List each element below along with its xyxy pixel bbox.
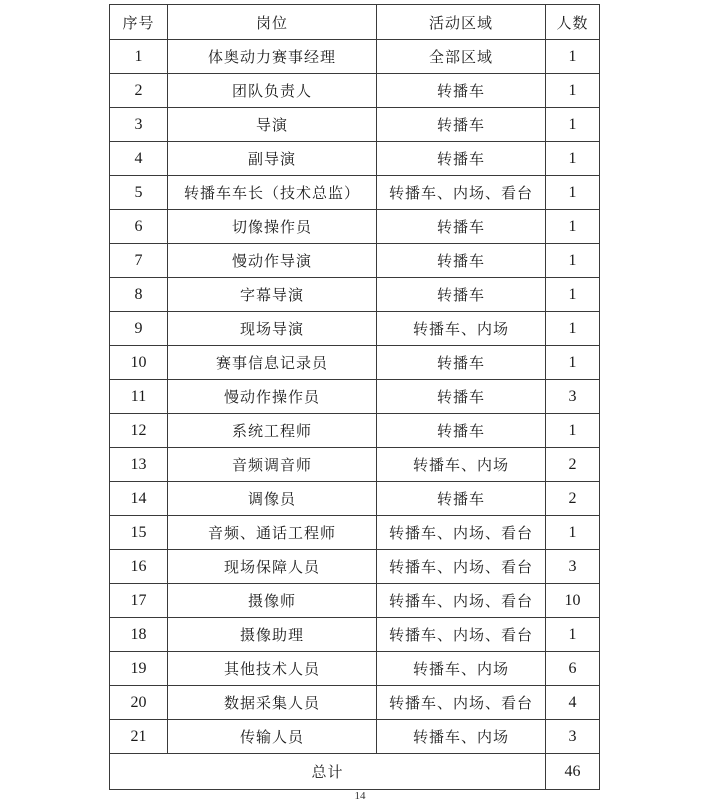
row-count-cell: 1 (546, 210, 600, 244)
row-no-cell: 6 (110, 210, 168, 244)
row-area-cell: 转播车、内场、看台 (377, 516, 546, 550)
table-row (110, 516, 600, 550)
staff-table (109, 4, 600, 790)
row-area-cell: 转播车、内场、看台 (377, 686, 546, 720)
row-position-cell: 转播车车长（技术总监） (168, 176, 377, 210)
table-row (110, 380, 600, 414)
row-no-cell: 1 (110, 40, 168, 74)
row-area-cell: 转播车 (377, 74, 546, 108)
row-no-cell: 7 (110, 244, 168, 278)
row-area-cell: 转播车、内场、看台 (377, 584, 546, 618)
page-number: 14 (354, 790, 366, 802)
row-position-cell: 音频调音师 (168, 448, 377, 482)
row-position-cell: 系统工程师 (168, 414, 377, 448)
row-count-cell: 1 (546, 176, 600, 210)
row-position-cell: 摄像助理 (168, 618, 377, 652)
row-count-cell: 1 (546, 516, 600, 550)
row-count-cell: 1 (546, 312, 600, 346)
table-row (110, 74, 600, 108)
row-area-cell: 转播车、内场 (377, 312, 546, 346)
row-position-cell: 传输人员 (168, 720, 377, 754)
row-count-cell: 10 (546, 584, 600, 618)
row-count-cell: 1 (546, 244, 600, 278)
row-area-cell: 转播车、内场 (377, 720, 546, 754)
table-row (110, 278, 600, 312)
row-area-cell: 转播车 (377, 380, 546, 414)
row-area-cell: 转播车、内场 (377, 652, 546, 686)
row-no-cell: 4 (110, 142, 168, 176)
row-no-cell: 15 (110, 516, 168, 550)
table-row (110, 312, 600, 346)
row-no-cell: 20 (110, 686, 168, 720)
row-no-cell: 10 (110, 346, 168, 380)
table-row (110, 346, 600, 380)
row-count-cell: 3 (546, 550, 600, 584)
row-position-cell: 慢动作导演 (168, 244, 377, 278)
row-count-cell: 1 (546, 414, 600, 448)
table-row (110, 40, 600, 74)
row-count-cell: 1 (546, 346, 600, 380)
header-no: 序号 (110, 5, 168, 40)
row-count-cell: 1 (546, 278, 600, 312)
row-count-cell: 6 (546, 652, 600, 686)
row-position-cell: 调像员 (168, 482, 377, 516)
row-no-cell: 16 (110, 550, 168, 584)
row-no-cell: 18 (110, 618, 168, 652)
row-position-cell: 慢动作操作员 (168, 380, 377, 414)
header-count: 人数 (546, 5, 600, 40)
row-no-cell: 17 (110, 584, 168, 618)
row-count-cell: 3 (546, 720, 600, 754)
row-area-cell: 转播车 (377, 346, 546, 380)
row-count-cell: 3 (546, 380, 600, 414)
table-row (110, 414, 600, 448)
row-area-cell: 转播车 (377, 414, 546, 448)
row-no-cell: 19 (110, 652, 168, 686)
row-no-cell: 12 (110, 414, 168, 448)
header-area: 活动区域 (377, 5, 546, 40)
row-no-cell: 3 (110, 108, 168, 142)
row-count-cell: 2 (546, 448, 600, 482)
table-row (110, 142, 600, 176)
table-row (110, 482, 600, 516)
row-position-cell: 团队负责人 (168, 74, 377, 108)
row-position-cell: 导演 (168, 108, 377, 142)
table-row (110, 108, 600, 142)
row-no-cell: 2 (110, 74, 168, 108)
row-position-cell: 现场导演 (168, 312, 377, 346)
row-position-cell: 数据采集人员 (168, 686, 377, 720)
row-area-cell: 转播车、内场 (377, 448, 546, 482)
table-row (110, 652, 600, 686)
row-count-cell: 2 (546, 482, 600, 516)
table-row (110, 448, 600, 482)
row-count-cell: 1 (546, 40, 600, 74)
table-row (110, 176, 600, 210)
row-area-cell: 转播车 (377, 244, 546, 278)
row-count-cell: 1 (546, 618, 600, 652)
row-no-cell: 5 (110, 176, 168, 210)
row-count-cell: 1 (546, 74, 600, 108)
header-position: 岗位 (168, 5, 377, 40)
row-area-cell: 转播车 (377, 210, 546, 244)
total-label: 总计 (110, 754, 546, 790)
row-area-cell: 转播车、内场、看台 (377, 550, 546, 584)
row-no-cell: 14 (110, 482, 168, 516)
table-row (110, 720, 600, 754)
row-position-cell: 现场保障人员 (168, 550, 377, 584)
row-area-cell: 转播车、内场、看台 (377, 618, 546, 652)
table-row (110, 686, 600, 720)
row-no-cell: 21 (110, 720, 168, 754)
table-row (110, 244, 600, 278)
table-body (110, 40, 600, 754)
table-row (110, 618, 600, 652)
table-row (110, 210, 600, 244)
row-position-cell: 体奥动力赛事经理 (168, 40, 377, 74)
row-position-cell: 音频、通话工程师 (168, 516, 377, 550)
row-count-cell: 4 (546, 686, 600, 720)
row-position-cell: 摄像师 (168, 584, 377, 618)
table-row (110, 584, 600, 618)
row-position-cell: 其他技术人员 (168, 652, 377, 686)
row-position-cell: 副导演 (168, 142, 377, 176)
total-value: 46 (546, 754, 600, 790)
row-area-cell: 转播车 (377, 142, 546, 176)
row-count-cell: 1 (546, 108, 600, 142)
row-no-cell: 13 (110, 448, 168, 482)
row-position-cell: 字幕导演 (168, 278, 377, 312)
row-no-cell: 11 (110, 380, 168, 414)
row-position-cell: 切像操作员 (168, 210, 377, 244)
row-area-cell: 转播车 (377, 278, 546, 312)
header-row (110, 5, 600, 40)
row-area-cell: 转播车 (377, 108, 546, 142)
row-area-cell: 全部区域 (377, 40, 546, 74)
row-no-cell: 8 (110, 278, 168, 312)
total-row (110, 754, 600, 790)
row-area-cell: 转播车、内场、看台 (377, 176, 546, 210)
row-no-cell: 9 (110, 312, 168, 346)
table-row (110, 550, 600, 584)
row-count-cell: 1 (546, 142, 600, 176)
row-position-cell: 赛事信息记录员 (168, 346, 377, 380)
row-area-cell: 转播车 (377, 482, 546, 516)
